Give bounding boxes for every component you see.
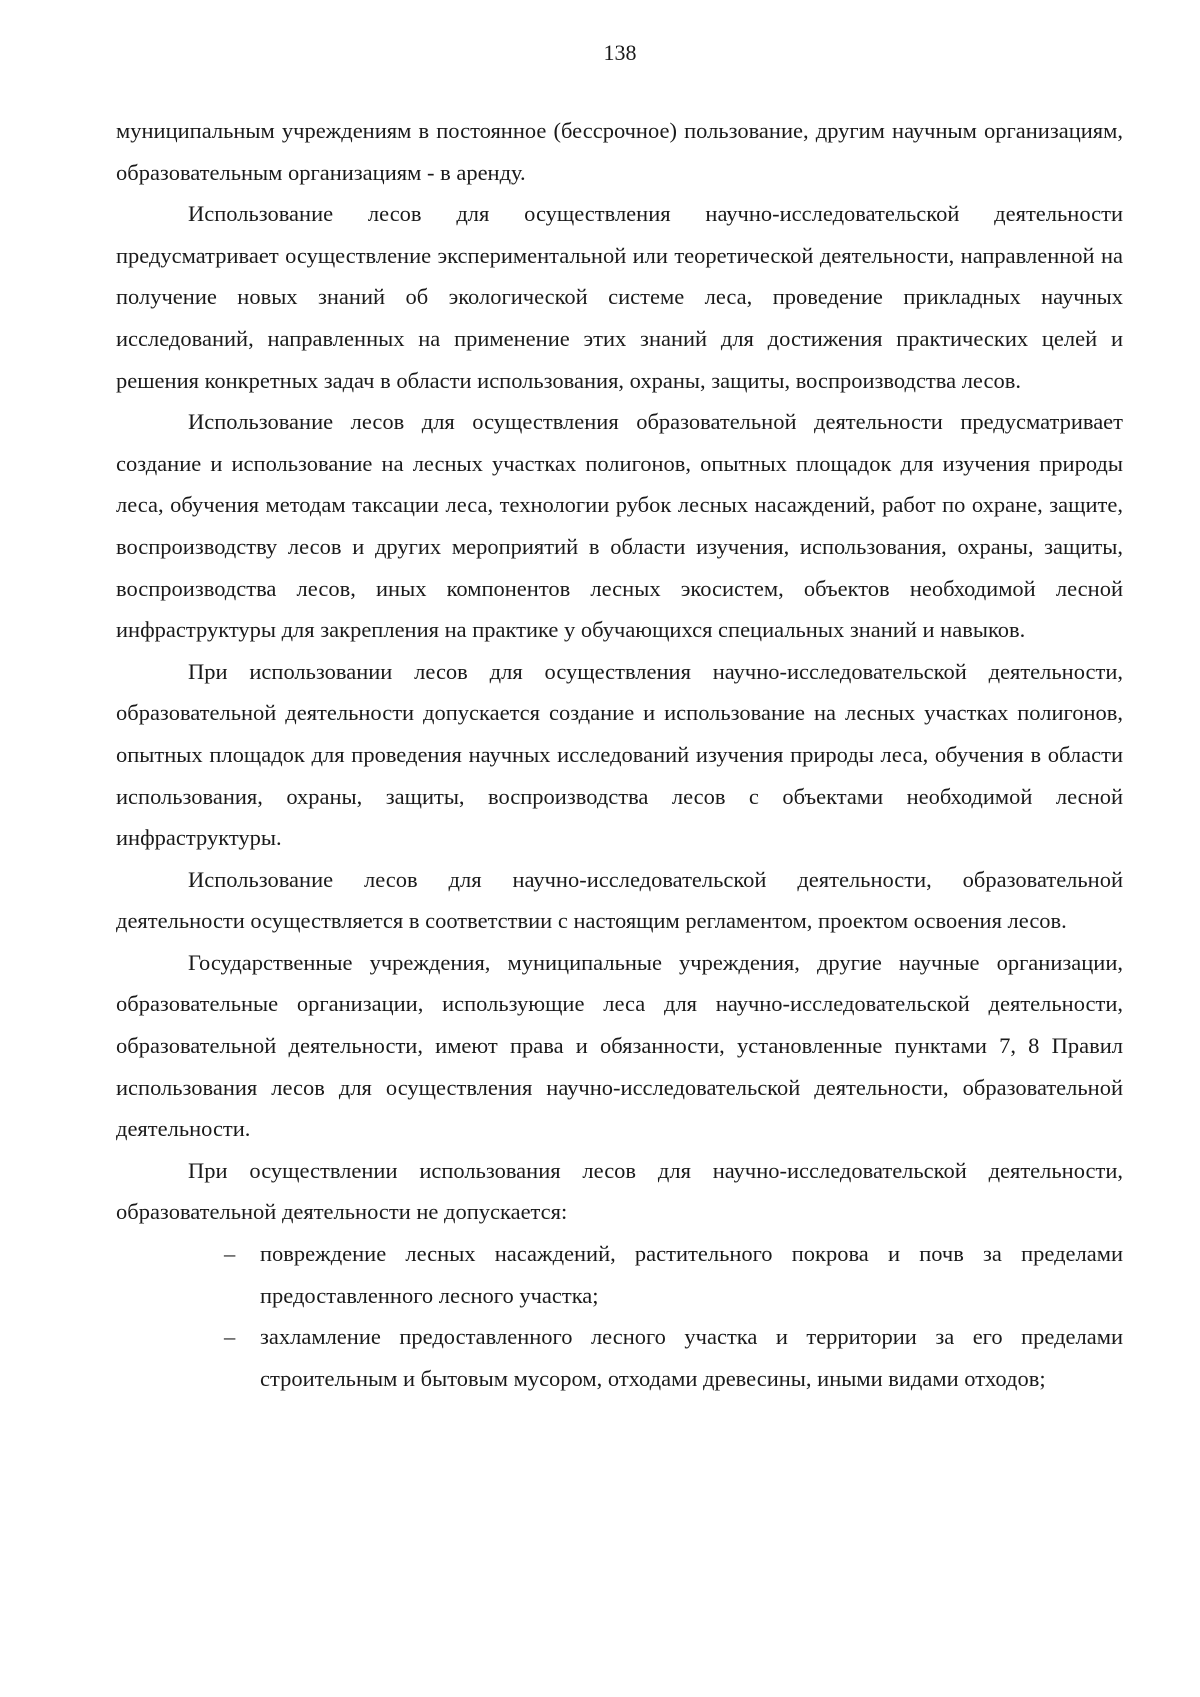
page-number: 138: [603, 40, 637, 65]
list-dash-marker: –: [224, 1241, 236, 1267]
paragraph-prohibitions-intro: При осуществлении использования лесов для научно-исследовательской деятельности, образовательной деятельности не допускается:: [116, 1157, 1123, 1225]
paragraph-educational-use: Использование лесов для осуществления образовательной деятельности предусматривает создание и использование на лесных участках полигонов, опытных площадок для изучения природы леса, обучения методам таксации леса, технологии рубок лесных насаждений, работ по охране, защите, воспроизводству лесов и других мероприятий в области изучения, использования, охраны, защиты, воспроизводства лесов, иных компонентов лесных экосистем, объектов необходимой лесной инфраструктуры для закрепления на практике у обучающихся специальных знаний и навыков.: [116, 409, 1123, 643]
list-item: [116, 1316, 1123, 1399]
list-item-text: захламление предоставленного лесного участка и территории за его пределами строительным и бытовым мусором, отходами древесины, иными видами отходов;: [260, 1324, 1123, 1391]
paragraph-rights-obligations: Государственные учреждения, муниципальные учреждения, другие научные организации, образовательные организации, использующие леса для научно-исследовательской деятельности, образовательной деятельности, имеют права и обязанности, установленные пунктами 7, 8 Правил использования лесов для осуществления научно-исследовательской деятельности, образовательной деятельности.: [116, 949, 1123, 1142]
paragraph-continuation: муниципальным учреждениям в постоянное (бессрочное) пользование, другим научным организациям, образовательным организациям - в аренду.: [116, 118, 1123, 185]
list-dash-marker: –: [224, 1324, 236, 1350]
list-item-text: повреждение лесных насаждений, растительного покрова и почв за пределами предоставленного лесного участка;: [260, 1241, 1123, 1308]
document-body: [116, 110, 1123, 1399]
list-item: [116, 1233, 1123, 1316]
paragraph-polygons-allowed: При использовании лесов для осуществления научно-исследовательской деятельности, образовательной деятельности допускается создание и использование на лесных участках полигонов, опытных площадок для проведения научных исследований изучения природы леса, обучения в области использования, охраны, защиты, воспроизводства лесов с объектами необходимой лесной инфраструктуры.: [116, 658, 1123, 851]
prohibitions-list: [116, 1233, 1123, 1399]
paragraph-regulation-compliance: Использование лесов для научно-исследовательской деятельности, образовательной деятельности осуществляется в соответствии с настоящим регламентом, проектом освоения лесов.: [116, 866, 1123, 934]
paragraph-research-use: Использование лесов для осуществления научно-исследовательской деятельности предусматривает осуществление экспериментальной или теоретической деятельности, направленной на получение новых знаний об экологической системе леса, проведение прикладных научных исследований, направленных на применение этих знаний для достижения практических целей и решения конкретных задач в области использования, охраны, защиты, воспроизводства лесов.: [116, 201, 1123, 393]
